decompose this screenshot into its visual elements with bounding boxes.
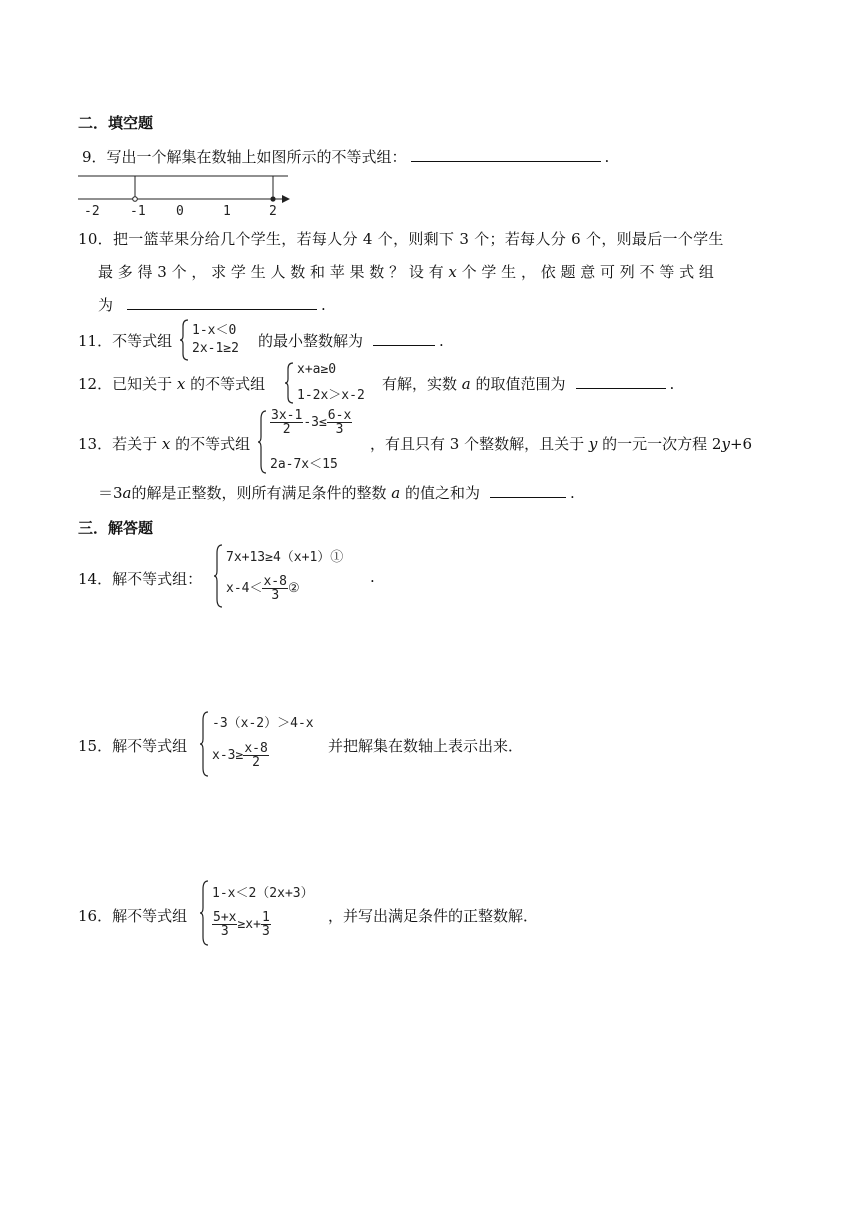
question-9: 9．写出一个解集在数轴上如图所示的不等式组： . <box>82 148 610 166</box>
question-15-prefix: 15．解不等式组 <box>78 737 188 755</box>
inequality-system-15: -3（x-2）＞4-x x-3≥ $\frac{x-8}{2}$ <box>200 710 340 778</box>
question-14-end: . <box>370 568 375 586</box>
question-15-suffix: 并把解集在数轴上表示出来． <box>328 737 524 755</box>
tick-label: -2 <box>84 204 100 219</box>
number-line-arrow <box>282 195 290 203</box>
question-11-suffix: 的最小整数解为 . <box>258 332 444 350</box>
question-12-suffix: 有解，实数 a 的取值范围为 . <box>382 375 675 393</box>
answer-blank-9[interactable] <box>411 147 601 162</box>
inequality-system-12: x+a≥0 1-2x＞x-2 <box>285 361 385 405</box>
section-title-solve: 三．解答题 <box>78 519 154 537</box>
tick-label: -1 <box>130 204 146 219</box>
question-12-prefix: 12．已知关于 x 的不等式组 <box>78 375 266 393</box>
question-14-prefix: 14．解不等式组： <box>78 570 203 588</box>
answer-blank-10[interactable] <box>127 295 317 310</box>
tick-label: 0 <box>176 204 184 219</box>
inequality-system-16: 1-x＜2（2x+3） $\frac{5+x}{3}$ ≥x+ $\frac{1}{3}$ <box>200 879 340 947</box>
question-10-line-1: 10．把一篮苹果分给几个学生，若每人分 4 个，则剩下 3 个；若每人分 6 个，则最后一个学生 <box>78 230 724 248</box>
number-line-figure <box>74 170 294 220</box>
inequality-system-13: $\frac{3x-1}{2}$ -3≤ $\frac{6-x}{3}$ 2a-7x＜15 <box>258 409 370 475</box>
question-13-line-2: ＝3a的解是正整数，则所有满足条件的整数 a 的值之和为 . <box>98 484 575 502</box>
question-10-line-3: 为 . <box>98 296 326 314</box>
question-10-line-2: 最 多 得 3 个 ， 求 学 生 人 数 和 苹 果 数 ？ 设 有 x 个 学 生 ， 依 题 意 可 列 不 等 式 组 <box>98 263 714 281</box>
question-9-text: 9．写出一个解集在数轴上如图所示的不等式组： <box>82 148 407 166</box>
question-13-suffix: ，有且只有 3 个整数解，且关于 y 的一元一次方程 2y+6 <box>370 435 753 453</box>
answer-blank-11[interactable] <box>373 331 435 346</box>
section-title-fill-in: 二．填空题 <box>78 114 154 132</box>
question-16-suffix: ，并写出满足条件的正整数解． <box>328 907 539 925</box>
closed-point-2 <box>270 196 275 201</box>
question-11-prefix: 11．不等式组 <box>78 332 173 350</box>
open-point-minus-1 <box>133 197 138 202</box>
inequality-system-14: 7x+13≥4（x+1）① x-4＜ $\frac{x-8}{3}$ ② <box>214 543 374 609</box>
question-13-prefix: 13．若关于 x 的不等式组 <box>78 435 251 453</box>
question-16-prefix: 16．解不等式组 <box>78 907 188 925</box>
answer-blank-12[interactable] <box>576 374 666 389</box>
tick-label: 2 <box>269 204 277 219</box>
inequality-system-11: 1-x＜0 2x-1≥2 <box>180 318 260 362</box>
tick-label: 1 <box>223 204 231 219</box>
answer-blank-13[interactable] <box>490 483 566 498</box>
